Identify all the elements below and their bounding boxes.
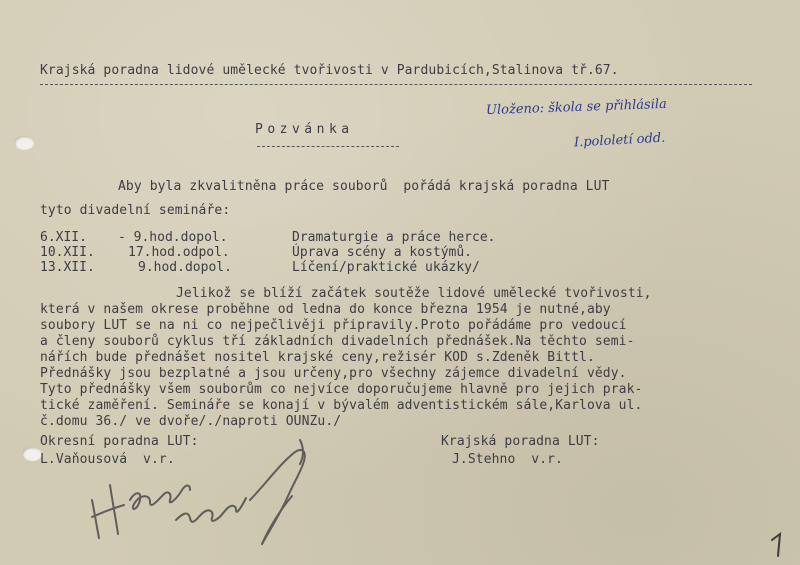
- handwritten-note-line2: I.pololetí odd.: [573, 130, 666, 151]
- signature-right-name: J.Stehno v.r.: [452, 452, 563, 467]
- body-line: která v našem okrese proběhne od ledna do konce března 1954 je nutné,aby: [40, 302, 611, 317]
- body-line: soubory LUT se na ni co nejpečlivěji připravily.Proto pořádáme pro vedoucí: [40, 318, 627, 333]
- body-line: nářích bude přednášet nositel krajské ceny,režisér KOD s.Zdeněk Bittl.: [40, 350, 595, 365]
- body-line: Tyto přednášky všem souborům co nejvíce doporučujeme hlavně pro jejich prak-: [40, 382, 643, 397]
- schedule-time: - 9.hod.dopol.: [118, 230, 228, 245]
- body-line: tické zaměření. Semináře se konají v bývalém adventistickém sále,Karlova ul.: [40, 398, 643, 413]
- schedule-topic: Úprava scény a kostýmů.: [292, 245, 473, 260]
- schedule-topic: Líčení/praktické ukázky/: [292, 260, 480, 275]
- body-line: Přednášky jsou bezplatné a jsou určeny,pro všechny zájemce divadelní vědy.: [40, 366, 627, 381]
- handwritten-note-line1: Uloženo: škola se přihlásila: [485, 96, 668, 119]
- signature-left-org: Okresní poradna LUT:: [40, 434, 199, 449]
- schedule-date: 6.XII.: [40, 230, 87, 245]
- schedule-time: 17.hod.odpol.: [128, 245, 230, 260]
- schedule-time: 9.hod.dopol.: [138, 260, 232, 275]
- body-line: a členy souborů cyklus tří základních divadelních přednášek.Na těchto semi-: [40, 334, 635, 349]
- page-title: Pozvánka: [255, 122, 354, 137]
- schedule-date: 13.XII.: [40, 260, 95, 275]
- intro-line-1: Aby byla zkvalitněna práce souborů pořádá krajská poradna LUT: [118, 179, 610, 194]
- body-line: č.domu 36./ ve dvoře/./naproti OUNZu./: [40, 414, 342, 429]
- schedule-date: 10.XII.: [40, 245, 95, 260]
- intro-line-2: tyto divadelní semináře:: [40, 203, 231, 218]
- signature-right-org: Krajská poradna LUT:: [441, 434, 600, 449]
- signature-left-name: L.Vaňousová v.r.: [40, 452, 175, 467]
- body-line: Jelikož se blíží začátek soutěže lidové umělecké tvořivosti,: [176, 286, 652, 301]
- header-address: Krajská poradna lidové umělecké tvořivosti v Pardubicích,Stalinova tř.67.: [40, 63, 619, 78]
- schedule-topic: Dramaturgie a práce herce.: [292, 230, 496, 245]
